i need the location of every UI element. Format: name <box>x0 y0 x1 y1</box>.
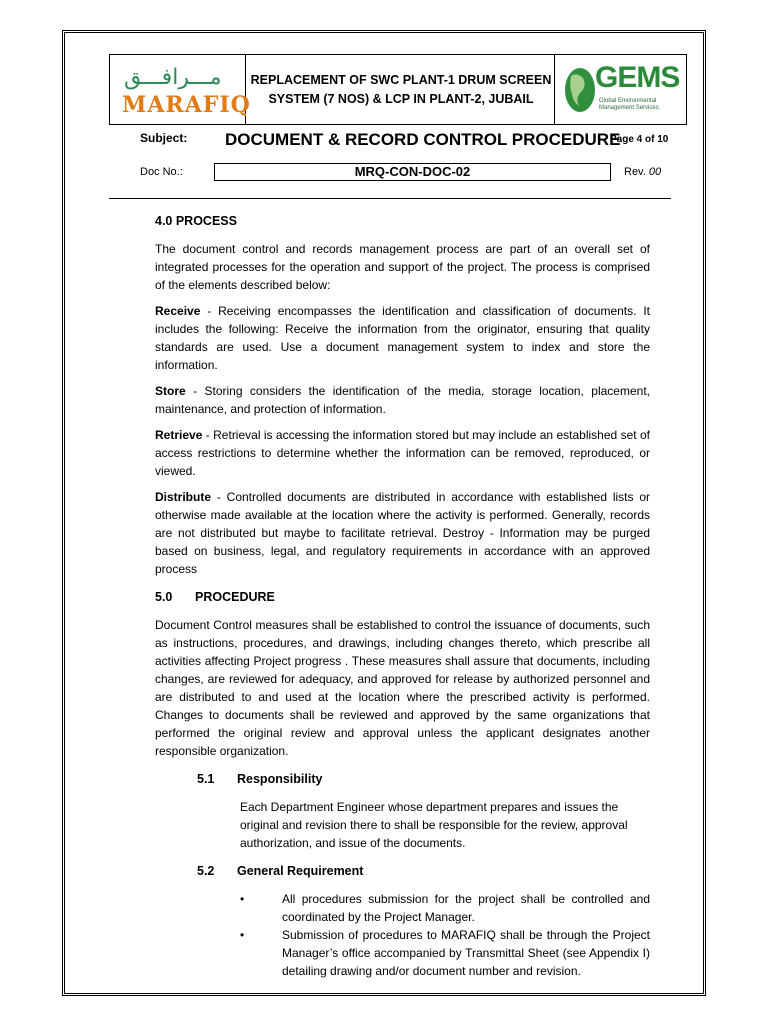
list-item <box>155 926 650 980</box>
globe-icon <box>563 64 597 114</box>
page-number: Page 4 of 10 <box>610 134 669 145</box>
distribute-text: - Controlled documents are distributed in accordance with established lists or otherwise made available at the location where the activity is performed. Generally, records are not distributed but maybe to facilitate retrieval. Destroy - Information may be purged based on business, legal, and regulatory requirements in accordance with an approved process <box>155 490 650 576</box>
process-intro: The document control and records management process are part of an overall set of integrated processes for the operation and support of the project. The process is comprised of the elements described below: <box>155 242 650 292</box>
general-requirement-heading-text: General Requirement <box>237 864 364 878</box>
retrieve-text: - Retrieval is accessing the information stored but may include an established set of access restrictions to determine whether the information can be removed, reproduced, or viewed. <box>155 428 650 478</box>
responsibility-text: Each Department Engineer whose department prepares and issues the original and revision there to shall be responsible for the review, approval authorization, and issue of the documents. <box>240 800 628 850</box>
list-item <box>155 890 650 926</box>
distribute-paragraph <box>155 488 650 578</box>
store-term: Store <box>155 384 186 398</box>
doc-number: MRQ-CON-DOC-02 <box>214 163 611 181</box>
retrieve-paragraph <box>155 426 650 480</box>
receive-paragraph <box>155 302 650 374</box>
retrieve-term: Retrieve <box>155 428 203 442</box>
procedure-heading-number: 5.0 <box>155 590 173 604</box>
gems-logo <box>554 55 686 124</box>
general-requirement-heading <box>197 862 650 880</box>
general-requirement-number: 5.2 <box>197 864 215 878</box>
store-text: - Storing considers the identification of the media, storage location, placement, maintenance, and protection of information. <box>155 384 650 416</box>
receive-text: - Receiving encompasses the identification and classification of documents. It includes the following: Receive the information from the originator, ensuring that quality standards are used. Use a document management system to index and store the information. <box>155 304 650 372</box>
document-subject: DOCUMENT & RECORD CONTROL PROCEDURE <box>225 130 621 149</box>
receive-term: Receive <box>155 304 201 318</box>
responsibility-heading <box>197 770 650 788</box>
list-item-text: All procedures submission for the project shall be controlled and coordinated by the Project Manager. <box>282 892 650 924</box>
marafiq-logo <box>110 55 251 124</box>
project-title <box>246 55 556 124</box>
gems-logo-text: GEMS <box>595 61 680 94</box>
document-body <box>155 212 650 980</box>
responsibility-section <box>197 770 650 852</box>
general-requirement-list <box>155 890 650 980</box>
project-title-line2: SYSTEM (7 NOS) & LCP IN PLANT-2, JUBAIL <box>268 91 534 106</box>
revision <box>624 166 661 178</box>
bullet-icon: • <box>240 928 245 942</box>
section-heading-process: 4.0 PROCESS <box>155 214 237 228</box>
gems-tagline: Global Environmental Management Services <box>599 98 659 111</box>
bullet-icon: • <box>240 892 245 906</box>
document-header-table <box>109 54 687 125</box>
general-requirement-section <box>197 862 650 880</box>
subject-label: Subject: <box>140 131 188 145</box>
marafiq-logo-arabic: مـــرافـــق <box>124 65 222 90</box>
responsibility-heading-text: Responsibility <box>237 772 323 786</box>
responsibility-number: 5.1 <box>197 772 215 786</box>
procedure-heading-text: PROCEDURE <box>195 590 275 604</box>
revision-value: 00 <box>648 166 662 178</box>
revision-label: Rev. <box>624 166 646 178</box>
header-divider <box>109 198 671 199</box>
project-title-line1: REPLACEMENT OF SWC PLANT-1 DRUM SCREEN <box>250 72 552 87</box>
distribute-term: Distribute <box>155 490 212 504</box>
procedure-text: Document Control measures shall be established to control the issuance of documents, such as instructions, procedures, and drawings, including changes thereto, which prescribe all activities affecting Project progress . These measures shall assure that documents, including changes, are reviewed for adequacy, and approved for release by authorized personnel and are distributed to and used at the location where the prescribed activity is performed. Changes to documents shall be reviewed and approved by the same organizations that performed the original review and approval unless the applicant designates another responsible organization. <box>155 618 650 758</box>
list-item-text: Submission of procedures to MARAFIQ shall be through the Project Manager’s office accompanied by Transmittal Sheet (see Appendix I) detailing drawing and/or document number and revision. <box>282 928 650 978</box>
doc-number-label: Doc No.: <box>140 166 183 178</box>
marafiq-logo-english: MARAFIQ <box>122 92 251 118</box>
store-paragraph <box>155 382 650 418</box>
section-heading-procedure <box>155 588 650 606</box>
